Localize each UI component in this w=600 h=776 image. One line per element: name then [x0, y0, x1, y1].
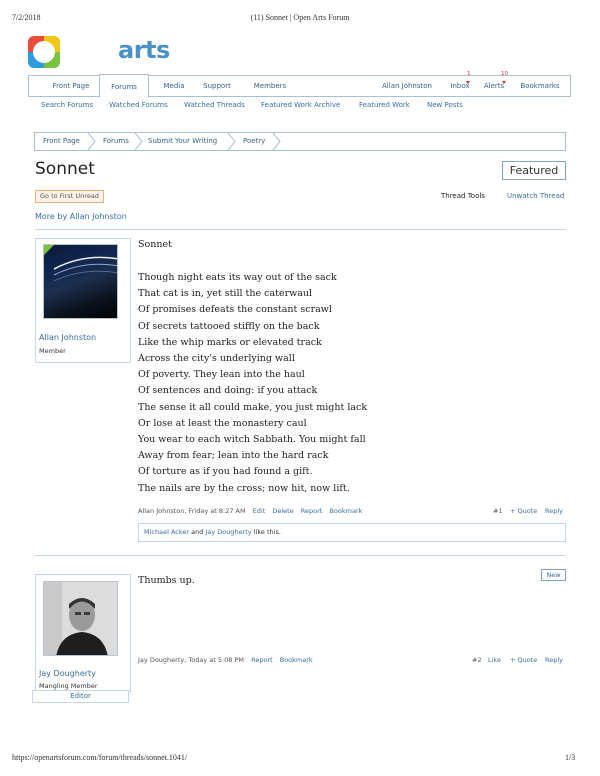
editor-badge: Editor [32, 690, 129, 703]
post1-reply-link[interactable]: Reply [545, 507, 564, 515]
thread-tools-menu[interactable]: Thread Tools [441, 192, 485, 200]
nav-forums[interactable]: Forums [99, 74, 149, 98]
subnav-search-forums[interactable]: Search Forums [41, 101, 94, 109]
subnav-watched-threads[interactable]: Watched Threads [184, 101, 245, 109]
post1-bookmark-link[interactable]: Bookmark [329, 507, 363, 515]
post2-bookmark-link[interactable]: Bookmark [279, 656, 313, 664]
likes-suffix: like this. [253, 528, 281, 536]
print-url: https://openartsforum.com/forum/threads/sonnet.1041/ [12, 753, 188, 762]
more-by-author-link[interactable]: More by Allan Johnston [35, 212, 127, 221]
poem-line: Of poverty. They lean into the haul [138, 369, 305, 381]
page-title: Sonnet [35, 159, 95, 179]
print-date: 7/2/2018 [12, 13, 41, 22]
nav-inbox[interactable]: Inbox [450, 82, 470, 90]
unwatch-thread-link[interactable]: Unwatch Thread [507, 192, 565, 200]
avatar[interactable] [43, 244, 118, 319]
poem-line: The sense it all could make, you just might lack [138, 401, 368, 413]
poem-line: Of sentences and doing: if you attack [138, 385, 318, 397]
breadcrumb [34, 132, 566, 151]
breadcrumb-front-page[interactable]: Front Page [43, 137, 80, 145]
post1-edit-link[interactable]: Edit [252, 507, 266, 515]
breadcrumb-chevron-icon [227, 133, 237, 150]
post2-author-date[interactable]: Jay Dougherty, Today at 5:08 PM [138, 656, 245, 664]
post1-quote-link[interactable]: + Quote [510, 507, 538, 515]
poem-line: Away from fear; lean into the hard rack [138, 450, 329, 462]
liker-link[interactable]: Michael Acker [144, 528, 190, 536]
breadcrumb-chevron-icon [134, 133, 144, 150]
post1-permalink[interactable]: #1 [493, 507, 503, 515]
nav-user-account[interactable]: Allan Johnston [382, 82, 432, 90]
post1-likes-summary [138, 523, 566, 542]
subnav-watched-forums[interactable]: Watched Forums [109, 101, 168, 109]
post1-author-date[interactable]: Allan Johnston, Friday at 8:27 AM [138, 507, 246, 515]
print-page-number: 1/3 [565, 753, 576, 762]
post2-quote-link[interactable]: + Quote [510, 656, 538, 664]
breadcrumb-submit-your-writing[interactable]: Submit Your Writing [148, 137, 218, 145]
poem-line: Of secrets tattooed stiffly on the back [138, 320, 320, 332]
poem-line: Of torture as if you had found a gift. [138, 466, 313, 478]
nav-front-page[interactable]: Front Page [52, 82, 90, 90]
avatar[interactable] [43, 581, 118, 656]
alerts-caret-icon [502, 81, 506, 84]
breadcrumb-forums[interactable]: Forums [103, 137, 129, 145]
subnav-featured-work-archive[interactable]: Featured Work Archive [261, 101, 341, 109]
poem-line: You wear to each witch Sabbath. You might fall [138, 434, 366, 446]
poem-body [138, 270, 367, 497]
post1-author-title: Member [39, 347, 66, 355]
poem-title: Sonnet [138, 239, 172, 250]
post2-meta [138, 656, 313, 664]
post2-permalink[interactable]: #2 [472, 656, 482, 664]
nav-media[interactable]: Media [163, 82, 185, 90]
poem-line: Of promises defeats the constant scrawl [138, 304, 332, 316]
poem-line: Across the city's underlying wall [138, 353, 295, 365]
nav-bookmarks[interactable]: Bookmarks [520, 82, 560, 90]
divider [35, 555, 566, 556]
subnav-featured-work[interactable]: Featured Work [359, 101, 410, 109]
post2-reply-link[interactable]: Reply [545, 656, 564, 664]
featured-badge: Featured [502, 161, 566, 180]
poem-line: That cat is in, yet still the caterwaul [138, 288, 313, 300]
nav-support[interactable]: Support [203, 82, 231, 90]
post1-meta [138, 507, 362, 515]
breadcrumb-chevron-icon [272, 133, 282, 150]
inbox-caret-icon [466, 81, 470, 84]
post1-report-link[interactable]: Report [300, 507, 323, 515]
post1-delete-link[interactable]: Delete [272, 507, 294, 515]
main-nav [28, 71, 571, 97]
post2-message: Thumbs up. [138, 575, 195, 586]
poem-line: The nails are by the cross; now hit, now lift. [138, 482, 350, 494]
new-post-badge: New [541, 569, 566, 581]
inbox-count-badge: 1 [467, 71, 471, 77]
likes-and: and [191, 528, 204, 536]
nav-alerts[interactable]: Alerts [483, 82, 505, 90]
nav-members[interactable]: Members [253, 82, 287, 90]
post2-report-link[interactable]: Report [251, 656, 273, 664]
liker-link[interactable]: Jay Dougherty [205, 528, 252, 536]
site-logo-text[interactable]: arts [118, 36, 170, 64]
breadcrumb-chevron-icon [87, 133, 97, 150]
print-title: (11) Sonnet | Open Arts Forum [250, 13, 350, 22]
poem-line: Like the whip marks or elevated track [138, 336, 322, 348]
alerts-count-badge: 10 [501, 71, 508, 77]
post2-like-link[interactable]: Like [488, 656, 501, 664]
breadcrumb-poetry[interactable]: Poetry [243, 137, 266, 145]
site-logo[interactable] [28, 36, 60, 68]
post2-author-title: Mangling Member [39, 682, 98, 690]
post2-author-name[interactable]: Jay Dougherty [39, 669, 96, 678]
subnav-new-posts[interactable]: New Posts [427, 101, 463, 109]
divider [35, 229, 566, 230]
post1-author-name[interactable]: Allan Johnston [39, 333, 97, 342]
poem-line: Though night eats its way out of the sack [138, 272, 337, 283]
go-to-first-unread-button[interactable]: Go to First Unread [35, 190, 104, 203]
poem-line: Or lose at least the monastery caul [138, 417, 307, 429]
